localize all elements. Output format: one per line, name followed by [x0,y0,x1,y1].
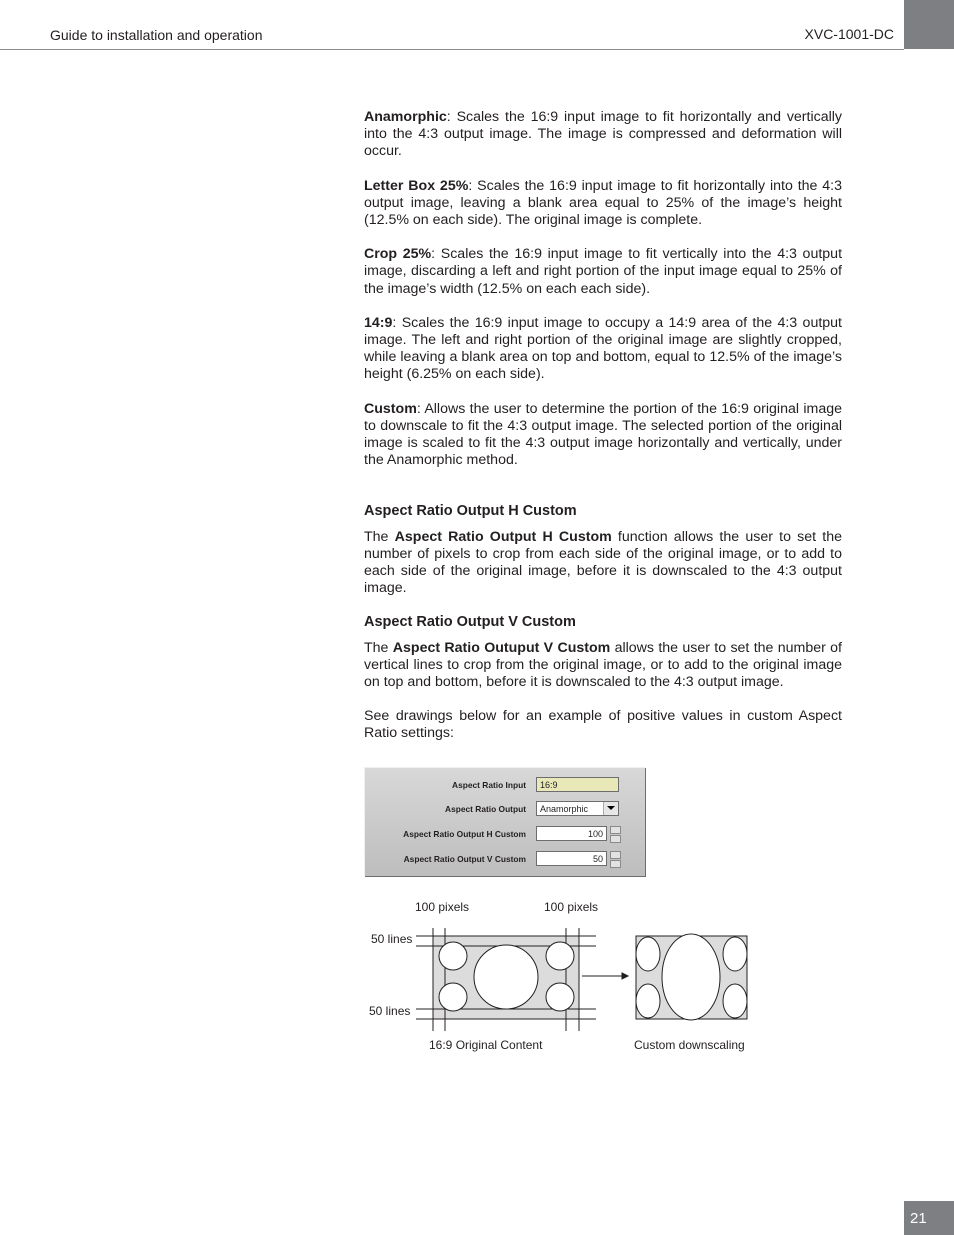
v-custom-spinner[interactable] [610,851,619,866]
term-14-9: 14:9 [364,314,393,331]
h-custom-spinner[interactable] [610,826,619,841]
caption-custom-downscaling: Custom downscaling [634,1038,745,1052]
caption-original-content: 16:9 Original Content [429,1038,543,1052]
circle-bottom-right [546,983,574,1011]
paragraph-h-custom [364,529,842,598]
row-h-custom [365,826,645,844]
term-custom: Custom [364,400,417,417]
paragraph-custom [364,401,842,470]
spin-down-icon[interactable] [610,860,621,868]
spin-up-icon[interactable] [610,851,621,859]
v-custom-pre: The [364,639,393,656]
circle-center [474,945,538,1009]
label-pixels-left: 100 pixels [415,900,470,914]
term-letterbox: Letter Box 25% [364,177,469,194]
header-model-number: XVC-1001-DC [804,26,894,42]
h-custom-text: function allows the user to set the number of pixels to crop from each side of the original image, or to add to each side of the original image, before it is downscaled to the 4:3 output image. [364,528,842,597]
v-custom-text: allows the user to set the number of vertical lines to crop from the original image, or to add to the original image on top and bottom, before it is downscaled to the 4:3 output image. [364,639,843,691]
header-guide-title: Guide to installation and operation [50,27,263,43]
text-anamorphic: : Scales the 16:9 input image to fit horizontally and vertically into the 4:3 output image. The image is compressed and deformation will occur. [364,109,842,160]
row-aspect-ratio-input [365,777,645,795]
text-14-9: : Scales the 16:9 input image to occupy a 14:9 area of the 4:3 output image. The left and right portion of the original image are slightly cropped, while leaving a blank area on top and bottom, equal to 12.5% of the image’s height (6.25% on each side). [364,314,842,383]
h-custom-bold: Aspect Ratio Output H Custom [394,528,612,545]
paragraph-v-custom [364,640,842,692]
paragraph-14-9 [364,315,842,384]
v-custom-input[interactable]: 50 [536,851,607,866]
v-custom-bold: Aspect Ratio Outuput V Custom [392,639,611,656]
text-crop: : Scales the 16:9 input image to fit vertically into the 4:3 output image, discarding a left and right portion of the input image equal to 25% of the image’s width (12.5% on each each side). [364,246,843,297]
paragraph-anamorphic [364,109,842,161]
term-crop: Crop 25% [364,246,432,263]
paragraph-letterbox [364,178,842,230]
heading-h-custom: Aspect Ratio Output H Custom [364,503,577,520]
spin-down-icon[interactable] [610,835,621,843]
label-lines-bottom: 50 lines [369,1004,411,1018]
row-aspect-ratio-output [365,801,645,819]
h-custom-pre: The [364,528,395,545]
text-custom: : Allows the user to determine the portion of the 16:9 original image to downscale to fit the 4:3 output image. The selected portion of the original image is scaled to fit the 4:3 output image horizontally and vertically, under the Anamorphic method. [364,400,842,469]
aspect-ratio-output-value: Anamorphic [540,804,589,814]
label-h-custom: Aspect Ratio Output H Custom [403,829,526,839]
header-rule [0,49,904,50]
circle-bottom-left [439,983,467,1011]
label-pixels-right: 100 pixels [544,900,599,914]
term-anamorphic: Anamorphic [364,109,447,125]
custom-aspect-ratio-diagram [364,893,764,1063]
label-v-custom: Aspect Ratio Output V Custom [403,854,526,864]
spin-up-icon[interactable] [610,826,621,834]
aspect-ratio-settings-panel [364,767,645,876]
row-v-custom [365,851,645,869]
circle-top-left [439,942,467,970]
page-number: 21 [904,1201,954,1235]
paragraph-see-drawings: See drawings below for an example of positive values in custom Aspect Ratio settings: [364,708,842,742]
aspect-ratio-output-select[interactable] [536,801,619,816]
text-letterbox: : Scales the 16:9 input image to fit horizontally into the 4:3 output image, leaving a blank area equal to 25% of the image’s height (12.5% on each side). The original image is complete. [364,177,843,229]
heading-v-custom: Aspect Ratio Output V Custom [364,614,576,631]
label-lines-top: 50 lines [371,932,413,946]
circle-top-right [546,942,574,970]
dropdown-arrow-icon[interactable] [603,802,618,815]
label-aspect-ratio-output: Aspect Ratio Output [445,804,526,814]
paragraph-crop [364,246,842,298]
main-content [364,109,842,760]
h-custom-input[interactable]: 100 [536,826,607,841]
header-tab-block [904,0,954,49]
label-aspect-ratio-input: Aspect Ratio Input [452,780,526,790]
aspect-ratio-input-field: 16:9 [536,777,619,792]
